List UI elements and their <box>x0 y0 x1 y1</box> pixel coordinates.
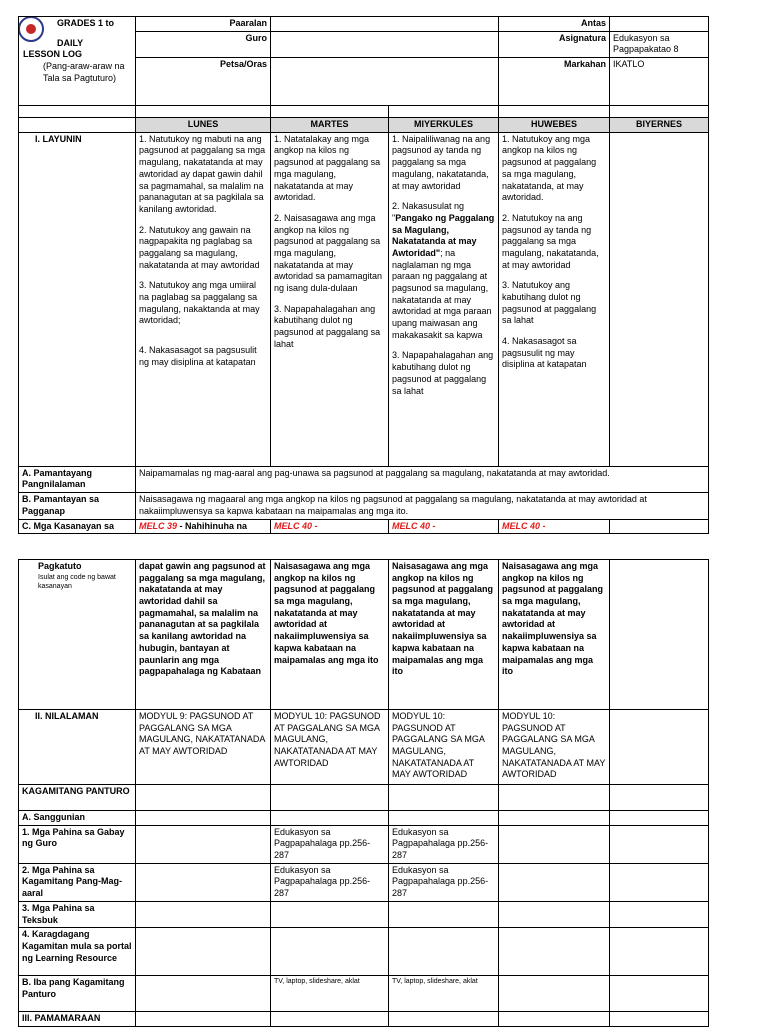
pamamaraan-label: III. PAMAMARAAN <box>19 1012 136 1027</box>
day-header-lunes: LUNES <box>136 118 271 133</box>
spacer-cell <box>19 106 136 118</box>
kagamitang-martes: Edukasyon sa Pagpapahalaga pp.256-287 <box>271 863 389 901</box>
kasanayan-continued-label-cell <box>19 560 136 710</box>
empty-cell <box>499 825 610 863</box>
guro-value[interactable] <box>271 31 499 57</box>
empty-cell <box>136 928 271 976</box>
day-header-blank <box>19 118 136 133</box>
empty-cell <box>389 1012 499 1027</box>
sanggunian-label: A. Sanggunian <box>19 811 136 826</box>
layunin-item: 4. Nakasasagot sa pagsusulit ng may disiplina at katapatan <box>139 345 257 367</box>
day-header-miyerkules: MIYERKULES <box>389 118 499 133</box>
empty-cell <box>499 1012 610 1027</box>
melc-code: MELC 40 <box>502 520 541 531</box>
markahan-value: IKATLO <box>610 58 709 106</box>
pamantayan-sa-pagganap-value: Naisasagawa ng magaaral ang mga angkop na kilos ng pagsunod at paggalang sa magulang, nakatatanda at may awtoridad at nakaiimpluwensya sa kapwa kabataan na maipamalas ang mga ito. <box>136 493 709 519</box>
empty-cell <box>136 825 271 863</box>
empty-cell <box>271 928 389 976</box>
layunin-item: 1. Natutukoy ng mabuti na ang pagsunod at paggalang sa mga magulang, nakatatanda at may awtoridad ay dapat gawin dahil sa pagmamahal, sa malalim na pananagutan at sa pagkilala sa kanilang awtoridad. <box>139 133 266 214</box>
grades-label: GRADES 1 to <box>57 18 115 28</box>
layunin-item: 3. Napapahalagahan ang kabutihang dulot ng pagsunod at paggalang sa lahat <box>274 303 381 349</box>
layunin-item: 2. Natutukoy ang gawain na nagpapakita ng paglabag sa paggalang sa magulang, nakatatanda at may awtoridad <box>139 224 260 270</box>
empty-cell <box>610 863 709 901</box>
empty-cell <box>389 901 499 927</box>
layunin-text: ; na naglalaman ng mga paraan ng paggalang at pagsunod sa magulang, nakatatanda at may awtoridad at mga paraan upang maiwasan ang makakasakit sa kapwa <box>392 247 492 340</box>
asignatura-label: Asignatura <box>499 31 610 57</box>
teksbuk-label: 3. Mga Pahina sa Teksbuk <box>19 901 136 927</box>
melc-dash: - <box>430 520 436 531</box>
kagamitang-pang-mag-aaral-label: 2. Mga Pahina sa Kagamitang Pang-Mag-aaral <box>19 863 136 901</box>
empty-cell <box>610 785 709 811</box>
gabay-miyerkules: Edukasyon sa Pagpapahalaga pp.256-287 <box>389 825 499 863</box>
kasanayan-biyernes-head <box>610 519 709 534</box>
lesson-log-subtitle: (Pang-araw-araw na Tala sa Pagtuturo) <box>43 61 125 83</box>
lesson-log-table-page-1 <box>18 16 709 534</box>
empty-cell <box>610 928 709 976</box>
pamantayang-pangnilalaman-label: A. Pamantayang Pangnilalaman <box>19 466 136 492</box>
empty-cell <box>271 811 389 826</box>
empty-cell <box>389 811 499 826</box>
empty-cell <box>499 976 610 1012</box>
spacer-cell <box>389 106 499 118</box>
kasanayan-martes-head <box>271 519 389 534</box>
kasanayan-lunes-head <box>136 519 271 534</box>
nilalaman-miyerkules: MODYUL 10: PAGSUNOD AT PAGGALANG SA MGA MAGULANG, NAKATATANADA AT MAY AWTORIDAD <box>389 710 499 785</box>
kasanayan-lunes: dapat gawin ang pagsunod at paggalang sa mga magulang, nakatatanda at may awtoridad dahil sa pagmamahal, sa malalim na pananagutan at sa pagkilala sa kanilang awtoridad na hubugin, bantayan at paunlarin ang mga pagpapahalaga ng Kabataan <box>136 560 271 710</box>
melc-code: MELC 40 <box>274 520 313 531</box>
nilalaman-label: II. NILALAMAN <box>19 710 136 785</box>
day-header-huwebes: HUWEBES <box>499 118 610 133</box>
kasanayan-huwebes: Naisasagawa ang mga angkop na kilos ng pagsunod at paggalang sa mga magulang, nakatatanda at may awtoridad at nakaiimpluwensiya sa kapwa kabataan na maipamalas ang mga ito <box>499 560 610 710</box>
layunin-item: 1. Natutukoy ang mga angkop na kilos ng pagsunod at paggalang sa mga magulang, nakatatanda, at may awtoridad. <box>502 133 597 203</box>
empty-cell <box>271 1012 389 1027</box>
petsa-value[interactable] <box>271 58 499 106</box>
spacer-cell <box>271 106 389 118</box>
petsa-label: Petsa/Oras <box>136 58 271 106</box>
lesson-log-table-page-2 <box>18 559 709 1027</box>
kasanayan-label: C. Mga Kasanayan sa <box>19 519 136 534</box>
layunin-item: 4. Nakasasagot sa pagsusulit ng may disiplina at katapatan <box>502 336 587 370</box>
kasanayan-martes: Naisasagawa ang mga angkop na kilos ng pagsunod at paggalang sa mga magulang, nakatatanda at may awtoridad at nakaiimpluwensiya sa kapwa kabataan na maipamalas ang mga ito <box>271 560 389 710</box>
kasanayan-miyerkules-head <box>389 519 499 534</box>
kasanayan-huwebes-head <box>499 519 610 534</box>
pamantayan-sa-pagganap-label: B. Pamantayan sa Pagganap <box>19 493 136 519</box>
empty-cell <box>610 811 709 826</box>
spacer-cell <box>136 106 271 118</box>
kasanayan-note: Isulat ang code ng bawat kasanayan <box>38 573 116 590</box>
layunin-martes <box>271 132 389 466</box>
day-header-biyernes: BIYERNES <box>610 118 709 133</box>
melc-code: MELC 39 <box>139 520 178 531</box>
daily-label: DAILY <box>57 37 84 48</box>
paaralan-value[interactable] <box>271 17 499 32</box>
layunin-item: 2. Naisasagawa ang mga angkop na kilos ng pagsunod at paggalang sa mga magulang, nakatatanda at may awtoridad sa pamamagitan ng isang dula-dulaan <box>274 212 383 293</box>
nilalaman-martes: MODYUL 10: PAGSUNOD AT PAGGALANG SA MGA MAGULANG, NAKATATANADA AT MAY AWTORIDAD <box>271 710 389 785</box>
kagamitang-miyerkules: Edukasyon sa Pagpapahalaga pp.256-287 <box>389 863 499 901</box>
layunin-item: 2. Natutukoy na ang pagsunod ay tanda ng paggalang sa mga magulang, nakatatanda, at may awtoridad <box>502 212 599 270</box>
layunin-biyernes <box>610 132 709 466</box>
empty-cell <box>610 976 709 1012</box>
empty-cell <box>136 785 271 811</box>
empty-cell <box>136 863 271 901</box>
antas-label: Antas <box>499 17 610 32</box>
markahan-label: Markahan <box>499 58 610 106</box>
pangako-title: Pangako ng Paggalang sa Magulang, Nakatatanda at may Awtoridad" <box>392 212 495 258</box>
layunin-item: 3. Natutukoy ang mga umiiral na paglabag sa paggalang sa magulang, nakaktanda at may awtoridad; <box>139 280 260 326</box>
day-header-martes: MARTES <box>271 118 389 133</box>
layunin-item: 1. Naipaliliwanag na ang pagsunod ay tanda ng paggalang sa mga magulang, nakatatanda, at may awtoridad <box>392 133 491 191</box>
karagdagang-kagamitan-label: 4. Karagdagang Kagamitan mula sa portal ng Learning Resource <box>19 928 136 976</box>
melc-dash: - <box>312 520 318 531</box>
iba-pang-martes: TV, laptop, slideshare, aklat <box>271 976 389 1012</box>
empty-cell <box>499 901 610 927</box>
empty-cell <box>499 928 610 976</box>
spacer-cell <box>610 106 709 118</box>
layunin-huwebes <box>499 132 610 466</box>
empty-cell <box>136 1012 271 1027</box>
melc-code: MELC 40 <box>392 520 431 531</box>
layunin-item: 1. Natatalakay ang mga angkop na kilos ng pagsunod at paggalang sa mga magulang, nakatatanda at may awtoridad. <box>274 133 381 203</box>
layunin-label: I. LAYUNIN <box>19 132 136 466</box>
asignatura-value: Edukasyon sa Pagpapakatao 8 <box>610 31 709 57</box>
pamantayang-pangnilalaman-value: Naipamamalas ng mag-aaral ang pag-unawa sa pagsunod at paggalang sa magulang, nakatatanda at may awtoridad. <box>136 466 709 492</box>
empty-cell <box>610 825 709 863</box>
layunin-item <box>392 201 495 341</box>
grades-title-cell <box>19 17 136 106</box>
lesson-log-label: LESSON LOG <box>23 49 83 60</box>
gabay-martes: Edukasyon sa Pagpapahalaga pp.256-287 <box>271 825 389 863</box>
guro-label: Guro <box>136 31 271 57</box>
nilalaman-lunes: MODYUL 9: PAGSUNOD AT PAGGALANG SA MGA MAGULANG, NAKATATANADA AT MAY AWTORIDAD <box>136 710 271 785</box>
spacer-cell <box>499 106 610 118</box>
empty-cell <box>271 785 389 811</box>
kagamitang-panturo-label: KAGAMITANG PANTURO <box>19 785 136 811</box>
empty-cell <box>389 785 499 811</box>
empty-cell <box>499 785 610 811</box>
empty-cell <box>136 976 271 1012</box>
empty-cell <box>389 928 499 976</box>
empty-cell <box>499 811 610 826</box>
melc-dash: - <box>540 520 546 531</box>
kasanayan-biyernes <box>610 560 709 710</box>
iba-pang-kagamitan-label: B. Iba pang Kagamitang Panturo <box>19 976 136 1012</box>
layunin-item: 3. Napapahalagahan ang kabutihang dulot ng pagsunod at paggalang sa lahat <box>392 350 494 396</box>
iba-pang-miyerkules: TV, laptop, slideshare, aklat <box>389 976 499 1012</box>
paaralan-label: Paaralan <box>136 17 271 32</box>
empty-cell <box>610 901 709 927</box>
antas-value[interactable] <box>610 17 709 32</box>
melc-text: - Nahihinuha na <box>177 520 248 531</box>
layunin-text: 2. Nakasusulat ng " <box>392 201 465 223</box>
layunin-miyerkules <box>389 132 499 466</box>
nilalaman-huwebes: MODYUL 10: PAGSUNOD AT PAGGALANG SA MGA MAGULANG, NAKATATANADA AT MAY AWTORIDAD <box>499 710 610 785</box>
layunin-item: 3. Natutukoy ang kabutihang dulot ng pagsunod at paggalang sa lahat <box>502 280 597 326</box>
kasanayan-miyerkules: Naisasagawa ang mga angkop na kilos ng pagsunod at paggalang sa mga magulang, nakatatanda at may awtoridad at nakaiimpluwensiya sa kapwa kabataan na maipamalas ang mga ito <box>389 560 499 710</box>
pagkatuto-label: Pagkatuto <box>38 561 82 571</box>
empty-cell <box>610 1012 709 1027</box>
layunin-lunes <box>136 132 271 466</box>
gabay-ng-guro-label: 1. Mga Pahina sa Gabay ng Guro <box>19 825 136 863</box>
empty-cell <box>271 901 389 927</box>
empty-cell <box>499 863 610 901</box>
empty-cell <box>136 901 271 927</box>
nilalaman-biyernes <box>610 710 709 785</box>
empty-cell <box>136 811 271 826</box>
